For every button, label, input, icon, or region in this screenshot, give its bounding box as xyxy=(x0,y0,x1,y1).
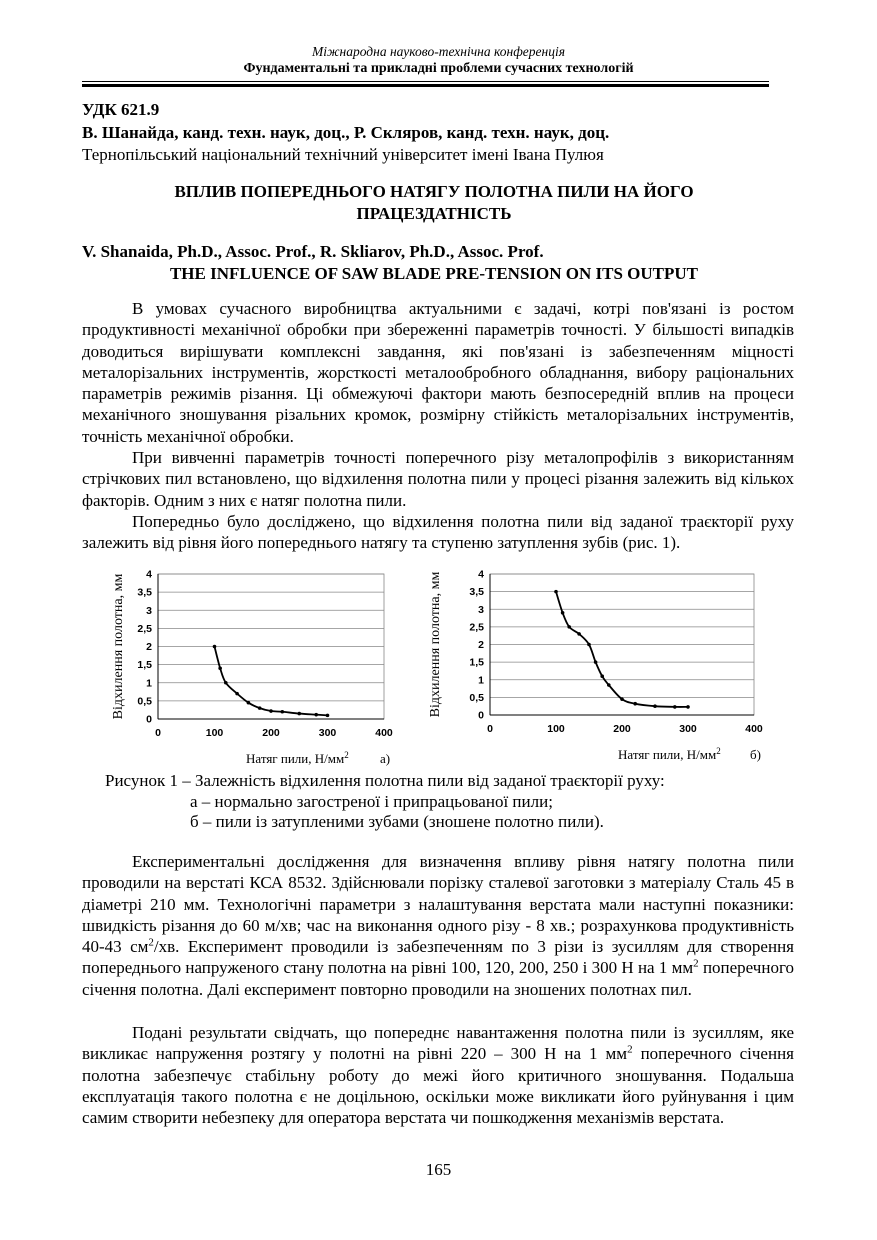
authors-ua: В. Шанайда, канд. техн. наук, доц., Р. Скляров, канд. техн. наук, доц. xyxy=(82,123,610,142)
y-axis-label: Відхилення полотна, мм xyxy=(428,571,443,718)
p4-text-b: /хв. Експеримент проводили із забезпеченням по 3 різи із зусиллям для створення попереднього напруженого стану полотна на рівні 100, 120, 200, 250 і 300 Н на 1 мм xyxy=(82,937,794,978)
y-tick-label: 3,5 xyxy=(469,586,484,599)
y-tick-label: 4 xyxy=(478,568,484,581)
y-tick-label: 0 xyxy=(478,709,484,722)
paragraph-3: Попередньо було досліджено, що відхилення полотна пили від заданої траєкторії руху залежить від рівня його попереднього натягу та ступеню затуплення зубів (рис. 1). xyxy=(82,512,794,553)
x-tick-label: 300 xyxy=(679,723,697,735)
p4-text-c: поперечного січення полотна. Далі експеримент повторно проводили на зношених полотнах пил. xyxy=(82,958,795,999)
data-point xyxy=(224,681,228,685)
x-tick-label: 200 xyxy=(613,723,631,735)
paper-title-en: THE INFLUENCE OF SAW BLADE PRE-TENSION ON ITS OUTPUT xyxy=(169,264,699,283)
header-rule-thin xyxy=(82,81,769,82)
y-tick-label: 2 xyxy=(146,641,152,653)
data-point xyxy=(281,710,285,714)
data-point xyxy=(297,712,301,716)
y-tick-label: 2,5 xyxy=(137,622,152,635)
data-point xyxy=(594,660,598,664)
authors-en: V. Shanaida, Ph.D., Assoc. Prof., R. Skliarov, Ph.D., Assoc. Prof. xyxy=(82,242,544,261)
data-point xyxy=(577,632,581,636)
title-ua-line1: ВПЛИВ ПОПЕРЕДНЬОГО НАТЯГУ ПОЛОТНА ПИЛИ НА ЙОГО xyxy=(174,182,694,201)
p4-text-a: Експериментальні дослідження для визначення впливу рівня натягу полотна пили проводили на верстаті КСА 8532. Здійснювали порізку сталевої заготовки з матеріалу Сталь 45 в діаметрі 210 мм. Технологічні параметри з налаштування верстата мали наступні показники: швидкість різання до 60 м/хв; час на виконання одного різу - 8 хв.; розрахункова продуктивність 40-43 см xyxy=(82,852,794,957)
data-point xyxy=(600,674,604,678)
chart-a xyxy=(111,569,393,767)
p5-text-b: поперечного січення полотна забезпечує стабільну роботу до межі його критичного зношування. Подальша експлуатація такого полотна є не доцільною, оскільки може викликати його руйнування і цим самим створити небезпеку для оператора верстата чи пошкодження механізмів верстата. xyxy=(82,1044,794,1128)
p5-text-a: Подані результати свідчать, що попереднє навантаження полотна пили із зусиллям, яке викликає напруження розтягу у полотні на рівні 220 – 300 Н на 1 мм xyxy=(82,1023,794,1064)
y-tick-label: 1,5 xyxy=(469,656,484,669)
data-point xyxy=(567,625,571,629)
x-tick-label: 100 xyxy=(205,727,224,739)
y-tick-label: 3 xyxy=(146,604,152,617)
chart-b xyxy=(428,569,763,763)
data-point xyxy=(258,706,262,710)
p4-superscript-2: 2 xyxy=(693,957,699,970)
udk-code: УДК 621.9 xyxy=(82,100,160,119)
paragraph-5 xyxy=(82,1022,794,1128)
y-tick-label: 1 xyxy=(146,677,152,690)
y-tick-label: 3,5 xyxy=(137,586,152,599)
x-tick-label: 300 xyxy=(318,727,337,739)
y-tick-label: 0 xyxy=(146,713,152,726)
data-point xyxy=(213,645,217,649)
x-axis-label: Натяг пили, $Н/мм^2$ xyxy=(618,746,721,762)
x-tick-label: 400 xyxy=(745,723,763,735)
data-point xyxy=(326,714,330,718)
panel-label: б) xyxy=(750,747,761,762)
data-point xyxy=(269,709,273,713)
paragraph-1: В умовах сучасного виробництва актуальними є задачі, котрі пов'язані із ростом продуктивності механічної обробки при збереженні параметрів точності. У більшості випадків доводиться вирішувати комплексні завдання, які пов'язані із забезпеченням міцності металорізальних інструментів, жорсткості металообробного обладнання, вибору раціональних параметрів режимів різання. Ці обмежуючі фактори мають безпосередній вплив на процеси механічного зношування різальних кромок, розмірну стійкість металорізальних інструментів, точність механічної обробки. xyxy=(82,299,794,446)
paper-title-ua xyxy=(82,181,786,225)
paragraph-4 xyxy=(82,851,794,1000)
figure-caption: Рисунок 1 – Залежність відхилення полотна пили від заданої траєкторії руху: xyxy=(105,771,665,790)
paragraph-2: При вивченні параметрів точності поперечного різу металопрофілів з використанням стрічкових пил встановлено, що відхилення полотна пили у процесі різання залежить від кількох факторів. Одним з них є натяг полотна пили. xyxy=(82,448,794,510)
x-tick-label: 400 xyxy=(375,727,393,739)
x-tick-label: 0 xyxy=(487,723,493,735)
data-point xyxy=(620,697,624,701)
data-point xyxy=(561,611,565,615)
title-ua-line2: ПРАЦЕЗДАТНІСТЬ xyxy=(356,204,512,223)
data-point xyxy=(247,701,251,705)
conference-subtitle: Фундаментальні та прикладні проблеми сучасних технологій xyxy=(243,61,634,76)
y-tick-label: 4 xyxy=(146,568,152,581)
x-tick-label: 0 xyxy=(155,727,161,739)
y-tick-label: 1,5 xyxy=(137,659,152,672)
data-point xyxy=(633,702,637,706)
data-point xyxy=(673,705,677,709)
y-tick-label: 1 xyxy=(478,674,484,687)
p5-superscript: 2 xyxy=(627,1043,633,1056)
y-axis-label: Відхилення полотна, мм xyxy=(111,573,126,720)
data-point xyxy=(554,590,558,594)
affiliation: Тернопільський національний технічний університет імені Івана Пулюя xyxy=(82,145,604,164)
data-point xyxy=(587,643,591,647)
data-point xyxy=(686,705,690,709)
data-point xyxy=(607,683,611,687)
panel-label: а) xyxy=(380,751,391,766)
figure-1-charts xyxy=(100,565,800,775)
series-line xyxy=(215,647,328,716)
p4-superscript: 2 xyxy=(148,936,154,949)
data-point xyxy=(314,713,318,717)
conference-name: Міжнародна науково-технічна конференція xyxy=(311,44,566,59)
page-number: 165 xyxy=(425,1160,452,1179)
y-tick-label: 2,5 xyxy=(469,621,484,634)
y-tick-label: 0,5 xyxy=(469,691,484,704)
data-point xyxy=(218,666,222,670)
data-point xyxy=(653,704,657,708)
x-tick-label: 200 xyxy=(262,727,280,739)
data-point xyxy=(235,692,239,696)
x-tick-label: 100 xyxy=(547,723,565,735)
header-rule-thick xyxy=(82,84,769,87)
y-tick-label: 2 xyxy=(478,639,484,651)
figure-caption-a: а – нормально загостреної і припрацьованої пили; xyxy=(190,792,553,811)
x-axis-label: Натяг пили, $Н/мм^2$ xyxy=(246,750,349,766)
y-tick-label: 3 xyxy=(478,603,484,616)
figure-caption-b: б – пили із затупленими зубами (зношене полотно пили). xyxy=(190,812,604,831)
y-tick-label: 0,5 xyxy=(137,695,152,708)
